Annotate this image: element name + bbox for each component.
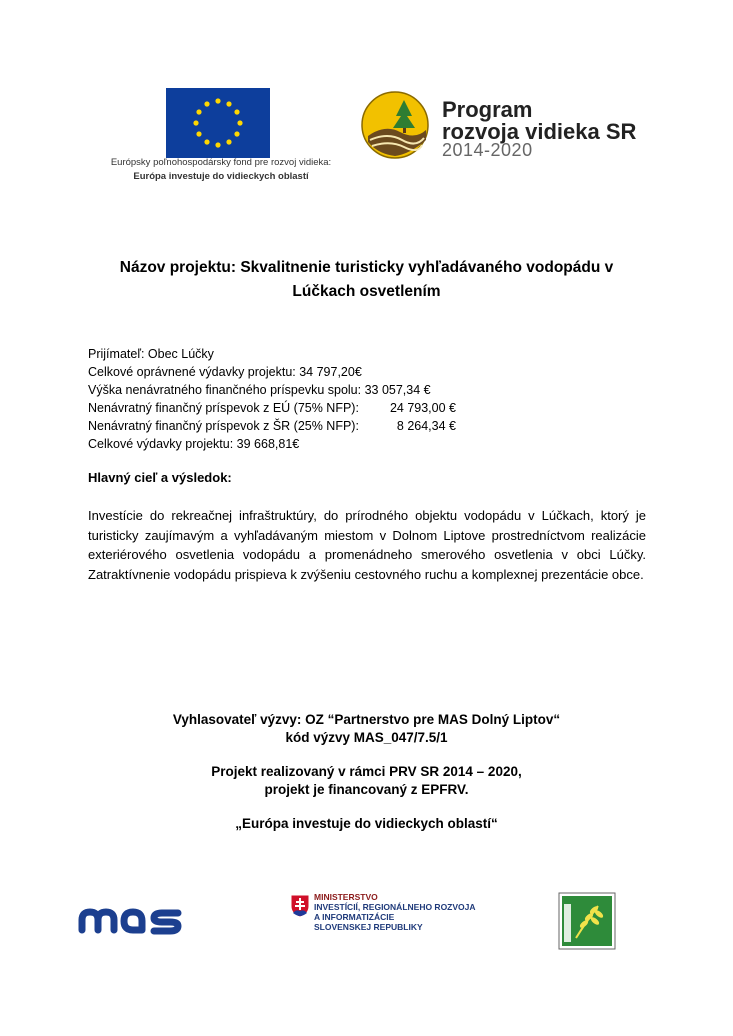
ministry-line4: SLOVENSKEJ REPUBLIKY [314, 922, 423, 932]
sr-contribution-value: 8 264,34 € [396, 419, 456, 433]
eligible-expenses: Celkové oprávnené výdavky projektu: 34 797,20€ [88, 365, 362, 379]
recipient: Prijímateľ: Obec Lúčky [88, 347, 214, 361]
project-title [90, 256, 643, 304]
project-title-line1: Názov projektu: Skvalitnenie turisticky vyhľadávaného vodopádu v [119, 259, 614, 276]
goal-description: Investície do rekreačnej infraštruktúry, do prírodného objektu vodopádu v Lúčkach, ktorý je turisticky zaujímavým a vyhľadávaným miestom v Dolnom Liptove prostredníctvom realizácie exteriérového osvetlenia vodopádu a promenádneho smerového osvetlenia v obci Lúčky. Zatraktívnenie vodopádu prispieva k zvýšeniu cestovného ruchu a komplexnej prezentácie obce. [88, 508, 646, 582]
call-code: kód výzvy MAS_047/7.5/1 [285, 730, 448, 745]
eu-fund-caption [88, 156, 354, 184]
ministry-line2: INVESTÍCIÍ, REGIONÁLNEHO ROZVOJA [314, 902, 476, 912]
motto: „Európa investuje do vidieckych oblastí“ [235, 816, 498, 831]
prv-logo-line2: rozvoja vidieka SR [442, 119, 637, 144]
grant-total: Výška nenávratného finančného príspevku spolu: 33 057,34 € [88, 383, 431, 397]
goal-heading: Hlavný cieľ a výsledok: [88, 470, 232, 485]
ministry-line3: A INFORMATIZÁCIE [314, 912, 395, 922]
project-title-line2: Lúčkach osvetlením [292, 283, 441, 300]
call-announcer: Vyhlasovateľ výzvy: OZ “Partnerstvo pre MAS Dolný Liptov“ [172, 712, 561, 727]
eu-contribution-value: 24 793,00 € [389, 401, 456, 415]
prv-logo-line1: Program [442, 97, 533, 122]
eu-contribution-label: Nenávratný finančný príspevok z EÚ (75% NFP): [88, 401, 359, 415]
leader-logo-icon [558, 892, 616, 950]
slovak-crest-icon [290, 894, 310, 918]
eu-caption-line1: Európsky poľnohospodársky fond pre rozvoj vidieka: [110, 157, 332, 168]
project-program-line: Projekt realizovaný v rámci PRV SR 2014 – 2020, [211, 764, 522, 779]
sr-contribution-label: Nenávratný finančný príspevok z ŠR (25% NFP): [88, 419, 359, 433]
prv-emblem-icon [360, 90, 430, 160]
ministry-logo-text [314, 892, 476, 932]
eu-flag-icon [166, 88, 270, 158]
mas-logo-icon [76, 898, 188, 948]
project-financing-line: projekt je financovaný z EPFRV. [264, 782, 469, 797]
ministry-line1: MINISTERSTVO [314, 892, 378, 902]
eu-caption-line2: Európa investuje do vidieckych oblastí [133, 171, 309, 182]
total-expenses: Celkové výdavky projektu: 39 668,81€ [88, 437, 300, 451]
prv-logo-years: 2014-2020 [442, 140, 533, 160]
